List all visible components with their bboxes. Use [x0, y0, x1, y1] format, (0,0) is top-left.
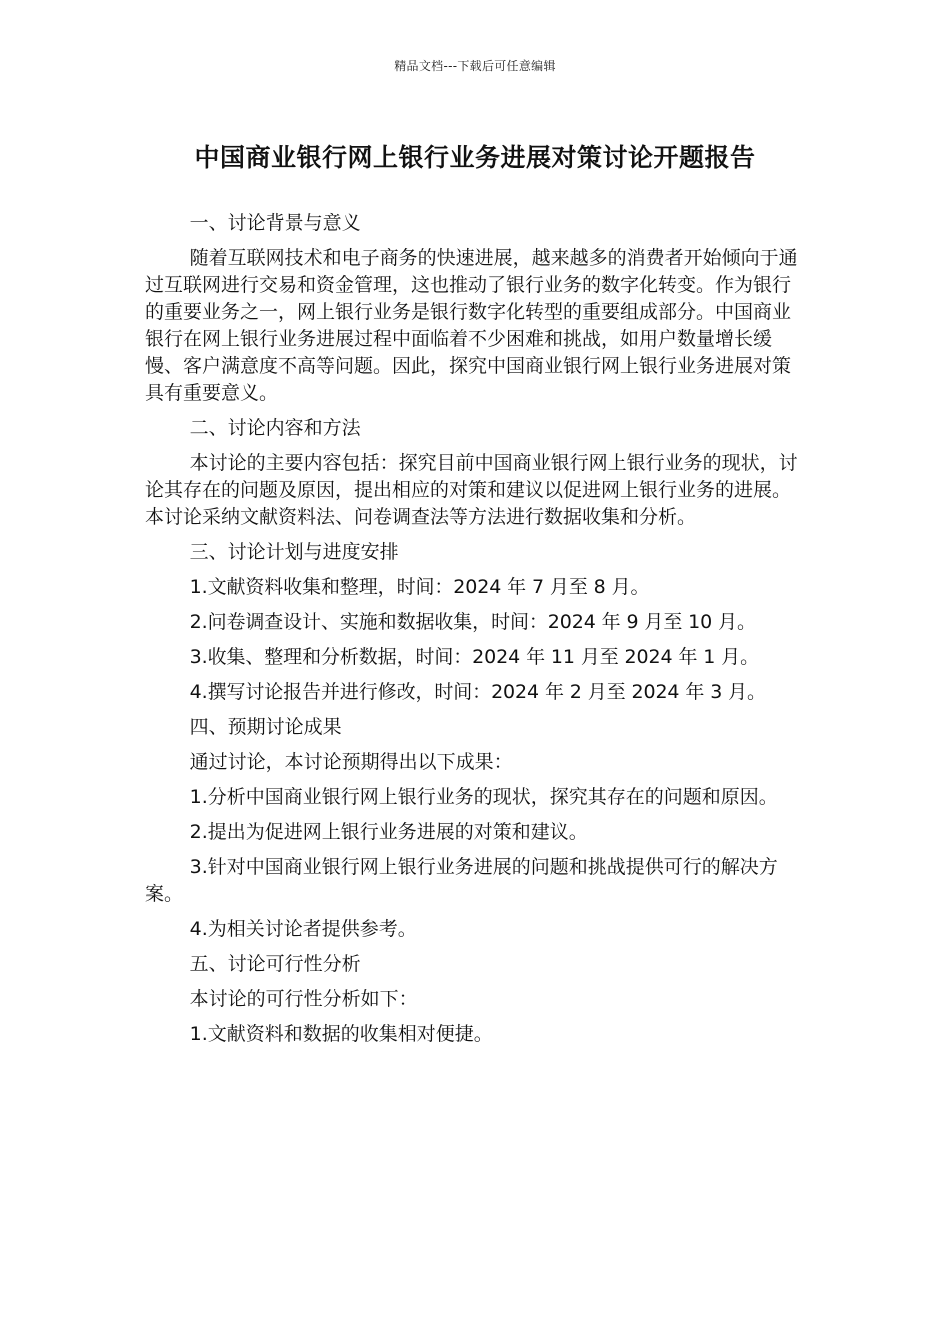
schedule-item: 2.问卷调查设计、实施和数据收集，时间：2024 年 9 月至 10 月。 — [189, 611, 756, 633]
section-heading-4: 四、预期讨论成果 — [189, 716, 342, 738]
section-heading-5: 五、讨论可行性分析 — [189, 953, 361, 975]
schedule-item: 4.撰写讨论报告并进行修改，时间：2024 年 2 月至 2024 年 3 月。 — [189, 681, 766, 703]
schedule-item: 1.文献资料收集和整理，时间：2024 年 7 月至 8 月。 — [189, 576, 650, 598]
feasibility-item: 1.文献资料和数据的收集相对便捷。 — [189, 1023, 493, 1045]
section-4-intro: 通过讨论，本讨论预期得出以下成果： — [189, 751, 513, 773]
outcome-item: 1.分析中国商业银行网上银行业务的现状，探究其存在的问题和原因。 — [189, 786, 778, 808]
outcome-item: 4.为相关讨论者提供参考。 — [189, 918, 417, 940]
document-body — [145, 210, 800, 1056]
section-1-paragraph: 随着互联网技术和电子商务的快速进展，越来越多的消费者开始倾向于通过互联网进行交易和资金管理，这也推动了银行业务的数字化转变。作为银行的重要业务之一，网上银行业务是银行数字化转型的重要组成部分。中国商业银行在网上银行业务进展过程中面临着不少困难和挑战，如用户数量增长缓慢、客户满意度不高等问题。因此，探究中国商业银行网上银行业务进展对策具有重要意义。 — [145, 247, 798, 404]
schedule-item: 3.收集、整理和分析数据，时间：2024 年 11 月至 2024 年 1 月。 — [189, 646, 760, 668]
section-heading-2: 二、讨论内容和方法 — [189, 417, 361, 439]
outcome-item: 3.针对中国商业银行网上银行业务进展的问题和挑战提供可行的解决方案。 — [145, 856, 778, 905]
header-note: 精品文档---下载后可任意编辑 — [394, 59, 556, 73]
section-2-paragraph: 本讨论的主要内容包括：探究目前中国商业银行网上银行业务的现状，讨论其存在的问题及原因，提出相应的对策和建议以促进网上银行业务的进展。本讨论采纳文献资料法、问卷调查法等方法进行数据收集和分析。 — [145, 452, 798, 528]
section-heading-3: 三、讨论计划与进度安排 — [189, 541, 399, 563]
section-heading-1: 一、讨论背景与意义 — [189, 212, 361, 234]
section-5-intro: 本讨论的可行性分析如下： — [189, 988, 418, 1010]
document-title: 中国商业银行网上银行业务进展对策讨论开题报告 — [194, 143, 756, 172]
outcome-item: 2.提出为促进网上银行业务进展的对策和建议。 — [189, 821, 588, 843]
